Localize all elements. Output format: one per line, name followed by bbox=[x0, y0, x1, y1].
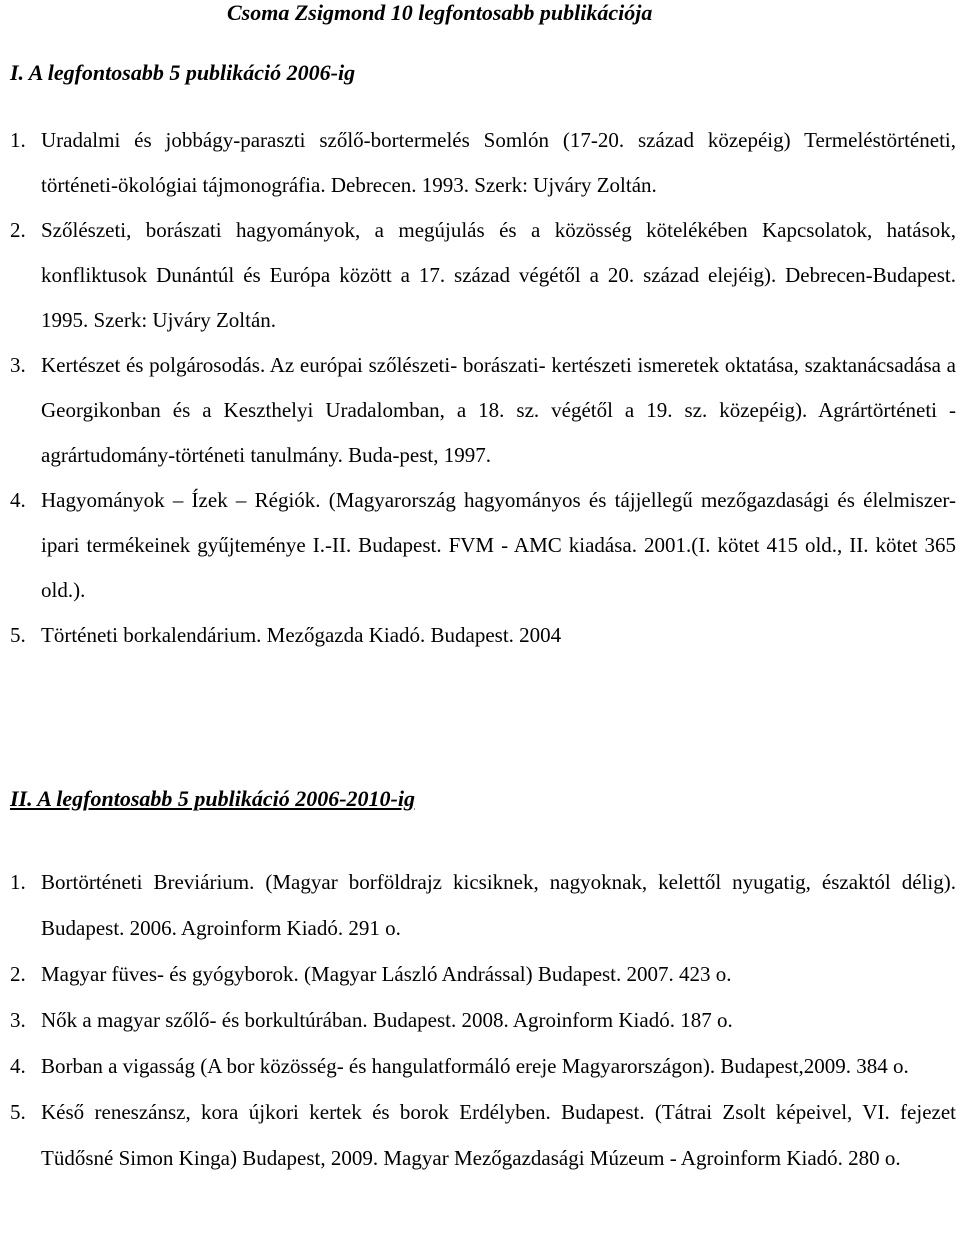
item-text: Uradalmi és jobbágy-paraszti szőlő-bortermelés Somlón (17-20. század közepéig) Termeléstörténeti, történeti-ökológiai tájmonográfia. Debrecen. 1993. Szerk: Ujváry Zoltán. bbox=[41, 128, 956, 197]
item-text: Kertészet és polgárosodás. Az európai szőlészeti- borászati- kertészeti ismeretek oktatása, szaktanácsadása a Georgikonban és a Keszthelyi Uradalomban, a 18. sz. végétől a 19. sz. közepéig). Agrártörténeti - agrártudomány-történeti tanulmány. Buda-pest, 1997. bbox=[41, 353, 956, 467]
list-item bbox=[10, 478, 956, 613]
list-item bbox=[10, 951, 956, 997]
item-text: Bortörténeti Breviárium. (Magyar borföldrajz kicsiknek, nagyoknak, kelettől nyugatig, északtól délig). Budapest. 2006. Agroinform Kiadó. 291 o. bbox=[41, 870, 956, 940]
item-text: Magyar füves- és gyógyborok. (Magyar László Andrással) Budapest. 2007. 423 o. bbox=[41, 962, 732, 986]
item-number: 2. bbox=[10, 962, 26, 986]
list-item bbox=[10, 208, 956, 343]
item-text: Hagyományok – Ízek – Régiók. (Magyarország hagyományos és tájjellegű mezőgazdasági és élelmiszer-ipari termékeinek gyűjteménye I.-II. Budapest. FVM - AMC kiadása. 2001.(I. kötet 415 old., II. kötet 365 old.). bbox=[41, 488, 956, 602]
item-number: 5. bbox=[10, 623, 26, 647]
list-item bbox=[10, 859, 956, 951]
list-item bbox=[10, 118, 956, 208]
publication-list-2 bbox=[10, 859, 956, 1181]
item-number: 3. bbox=[10, 353, 26, 377]
document-title: Csoma Zsigmond 10 legfontosabb publikációja bbox=[227, 0, 653, 25]
item-text: Szőlészeti, borászati hagyományok, a megújulás és a közösség kötelékében Kapcsolatok, hatások, konfliktusok Dunántúl és Európa között a 17. század végétől a 20. század elejéig). Debrecen-Budapest. 1995. Szerk: Ujváry Zoltán. bbox=[41, 218, 956, 332]
list-item bbox=[10, 997, 956, 1043]
list-item bbox=[10, 1043, 956, 1089]
item-number: 4. bbox=[10, 488, 26, 512]
list-item bbox=[10, 1089, 956, 1181]
section-heading-2: II. A legfontosabb 5 publikáció 2006-2010-ig bbox=[10, 786, 415, 811]
item-text: Történeti borkalendárium. Mezőgazda Kiadó. Budapest. 2004 bbox=[41, 623, 562, 647]
publication-list-1 bbox=[10, 118, 956, 658]
item-number: 3. bbox=[10, 1008, 26, 1032]
item-text: Késő reneszánsz, kora újkori kertek és borok Erdélyben. Budapest. (Tátrai Zsolt képeivel, VI. fejezet Tüdősné Simon Kinga) Budapest, 2009. Magyar Mezőgazdasági Múzeum - Agroinform Kiadó. 280 o. bbox=[41, 1100, 956, 1170]
list-item bbox=[10, 613, 956, 658]
section-heading-1: I. A legfontosabb 5 publikáció 2006-ig bbox=[10, 60, 356, 85]
item-number: 2. bbox=[10, 218, 26, 242]
item-number: 1. bbox=[10, 128, 26, 152]
item-number: 5. bbox=[10, 1100, 26, 1124]
item-number: 4. bbox=[10, 1054, 26, 1078]
item-number: 1. bbox=[10, 870, 26, 894]
item-text: Borban a vigasság (A bor közösség- és hangulatformáló ereje Magyarországon). Budapest,2009. 384 o. bbox=[41, 1054, 909, 1078]
list-item bbox=[10, 343, 956, 478]
item-text: Nők a magyar szőlő- és borkultúrában. Budapest. 2008. Agroinform Kiadó. 187 o. bbox=[41, 1008, 733, 1032]
